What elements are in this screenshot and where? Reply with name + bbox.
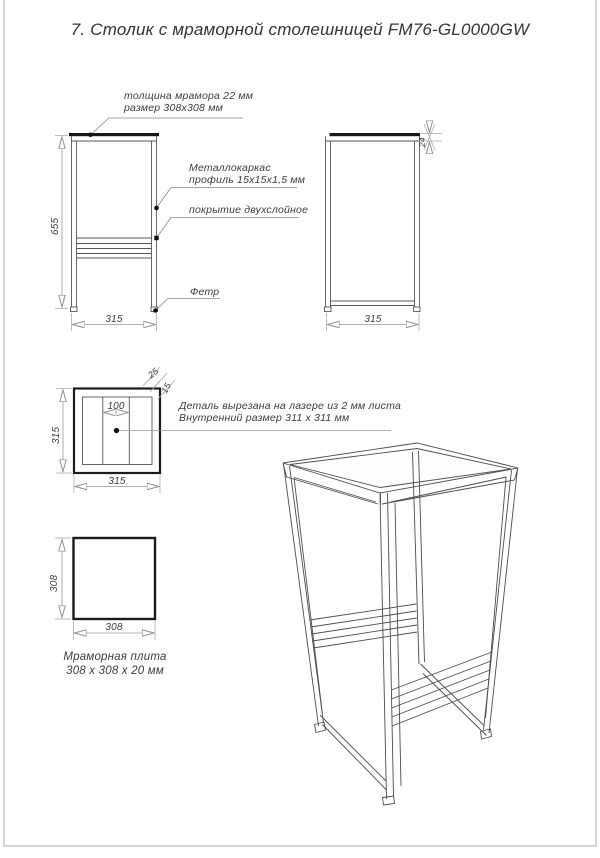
callout-marble-line1: толщина мрамора 22 мм xyxy=(124,90,254,102)
dim-plate-width: 308 xyxy=(105,622,123,633)
callout-laser-line2: Внутренний размер 311 х 311 мм xyxy=(179,411,350,424)
callout-metal-frame xyxy=(189,163,305,186)
callout-felt: Фетр xyxy=(190,286,220,298)
dim-top-view-width: 315 xyxy=(108,475,126,487)
front-view xyxy=(55,118,299,331)
dim-plate-height: 308 xyxy=(49,574,60,592)
dim-profile-size: 15 xyxy=(159,381,174,395)
drawing-title: 7. Столик с мраморной столешницей FM76-GL0000GW xyxy=(70,20,530,39)
callout-marble-line2: размер 308x308 мм xyxy=(124,101,224,114)
marble-plate-caption xyxy=(55,651,175,678)
dim-front-width: 315 xyxy=(105,313,123,325)
dim-top-thickness: 24 xyxy=(417,137,427,147)
callout-frame-line1: Металлокаркас xyxy=(189,162,271,174)
callout-laser-line1: Деталь вырезана на лазере из 2 мм листа xyxy=(179,400,401,412)
callout-coating: покрытие двухслойное xyxy=(189,204,309,216)
caption-line2: 308 х 308 х 20 мм xyxy=(66,664,164,677)
callout-marble-thickness xyxy=(124,91,253,114)
dim-top-view-height: 315 xyxy=(51,426,62,444)
callout-laser xyxy=(179,401,401,424)
isometric-view xyxy=(283,443,518,805)
dim-corner-offset: 25 xyxy=(146,365,161,381)
caption-line1: Мраморная плита xyxy=(63,651,167,663)
dim-side-width: 315 xyxy=(364,313,382,325)
callout-frame-line2: профиль 15х15х1,5 мм xyxy=(189,173,306,186)
side-view xyxy=(325,121,443,331)
dim-front-height: 655 xyxy=(50,217,61,235)
dim-top-view-inner: 100 xyxy=(107,401,125,412)
